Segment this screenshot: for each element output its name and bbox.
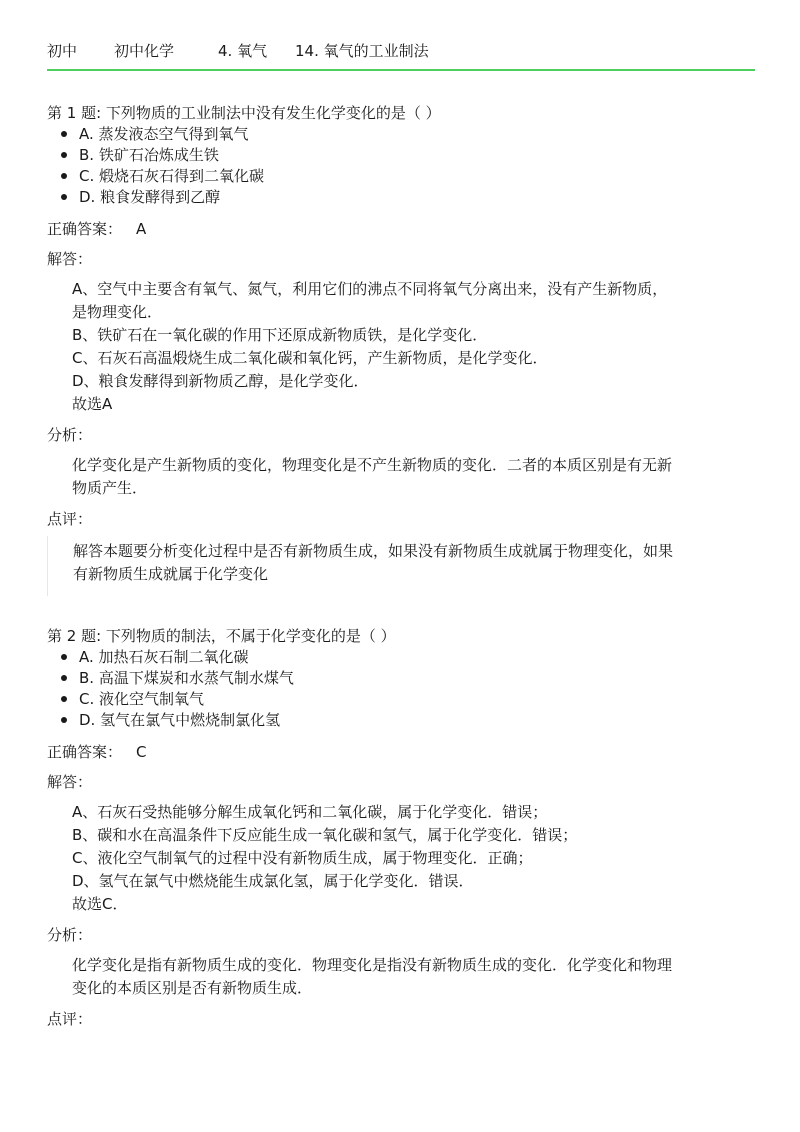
analysis-line: 物质产生．: [72, 479, 148, 497]
analysis-text: [47, 454, 757, 500]
answer-row: [47, 741, 757, 763]
solution-line: C、石灰石高温煅烧生成二氧化碳和氧化钙，产生新物质，是化学变化．: [72, 349, 548, 367]
answer-label: 正确答案：: [47, 220, 123, 238]
solution-label: 解答：: [47, 773, 93, 791]
option-item: A. 加热石灰石制二氧化碳: [79, 647, 757, 668]
analysis-text: [47, 954, 757, 1000]
breadcrumb-item-level[interactable]: 初中: [47, 42, 78, 60]
question-title: 第 2 题: 下列物质的制法，不属于化学变化的是（ ）: [47, 627, 396, 645]
answer-value: A: [136, 220, 147, 238]
option-item: D. 氢气在氯气中燃烧制氯化氢: [79, 710, 757, 731]
option-item: A. 蒸发液态空气得到氧气: [79, 124, 757, 145]
option-item: C. 煅烧石灰石得到二氧化碳: [79, 166, 757, 187]
answer-label: 正确答案：: [47, 743, 123, 761]
solution-line: 故选C．: [72, 895, 128, 913]
header-divider: [47, 69, 755, 71]
breadcrumb-item-subject[interactable]: 初中化学: [114, 42, 175, 60]
analysis-line: 化学变化是产生新物质的变化，物理变化是不产生新物质的变化．二者的本质区别是有无新: [72, 456, 673, 474]
option-item: D. 粮食发酵得到乙醇: [79, 187, 757, 208]
answer-value: C: [136, 743, 147, 761]
analysis-label: 分析：: [47, 926, 93, 944]
option-item: B. 铁矿石冶炼成生铁: [79, 145, 757, 166]
solution-text: [47, 801, 757, 916]
question-title: 第 1 题: 下列物质的工业制法中没有发生化学变化的是（ ）: [47, 104, 441, 122]
solution-line: D、粮食发酵得到新物质乙醇，是化学变化．: [72, 372, 369, 390]
solution-text: [47, 278, 757, 416]
option-item: C. 液化空气制氧气: [79, 689, 757, 710]
comment-label: 点评：: [47, 1010, 93, 1028]
solution-line: C、液化空气制氧气的过程中没有新物质生成，属于物理变化．正确；: [72, 849, 533, 867]
solution-line: A、石灰石受热能够分解生成氧化钙和二氧化碳，属于化学变化．错误；: [72, 803, 548, 821]
solution-label: 解答：: [47, 250, 93, 268]
question-2: [47, 626, 757, 1030]
solution-line: B、碳和水在高温条件下反应能生成一氧化碳和氢气，属于化学变化．错误；: [72, 826, 578, 844]
bullet-icon: [61, 131, 67, 137]
breadcrumb-item-chapter[interactable]: 4. 氧气: [218, 42, 268, 60]
bullet-icon: [61, 173, 67, 179]
solution-line: 故选A: [72, 395, 113, 413]
analysis-line: 变化的本质区别是否有新物质生成．: [72, 979, 313, 997]
comment-line: 有新物质生成就属于化学变化: [73, 565, 269, 583]
analysis-line: 化学变化是指有新物质生成的变化．物理变化是指没有新物质生成的变化．化学变化和物理: [72, 956, 673, 974]
comment-line: 解答本题要分析变化过程中是否有新物质生成，如果没有新物质生成就属于物理变化，如果: [73, 542, 674, 560]
comment-label: 点评：: [47, 510, 93, 528]
solution-line: B、铁矿石在一氧化碳的作用下还原成新物质铁，是化学变化．: [72, 326, 488, 344]
bullet-icon: [61, 717, 67, 723]
solution-line: 是物理变化．: [72, 303, 163, 321]
option-item: B. 高温下煤炭和水蒸气制水煤气: [79, 668, 757, 689]
bullet-icon: [61, 194, 67, 200]
comment-text: [47, 536, 757, 596]
bullet-icon: [61, 654, 67, 660]
question-list: [47, 103, 757, 1030]
analysis-label: 分析：: [47, 426, 93, 444]
bullet-icon: [61, 696, 67, 702]
bullet-icon: [61, 152, 67, 158]
option-list: [47, 124, 757, 208]
breadcrumb-item-topic[interactable]: 14. 氧气的工业制法: [295, 42, 429, 60]
option-list: [47, 647, 757, 731]
breadcrumb: [47, 39, 429, 63]
bullet-icon: [61, 675, 67, 681]
solution-line: A、空气中主要含有氧气、氮气，利用它们的沸点不同将氧气分离出来，没有产生新物质，: [72, 280, 668, 298]
question-1: [47, 103, 757, 596]
answer-row: [47, 218, 757, 240]
solution-line: D、氢气在氯气中燃烧能生成氯化氢，属于化学变化．错误．: [72, 872, 474, 890]
